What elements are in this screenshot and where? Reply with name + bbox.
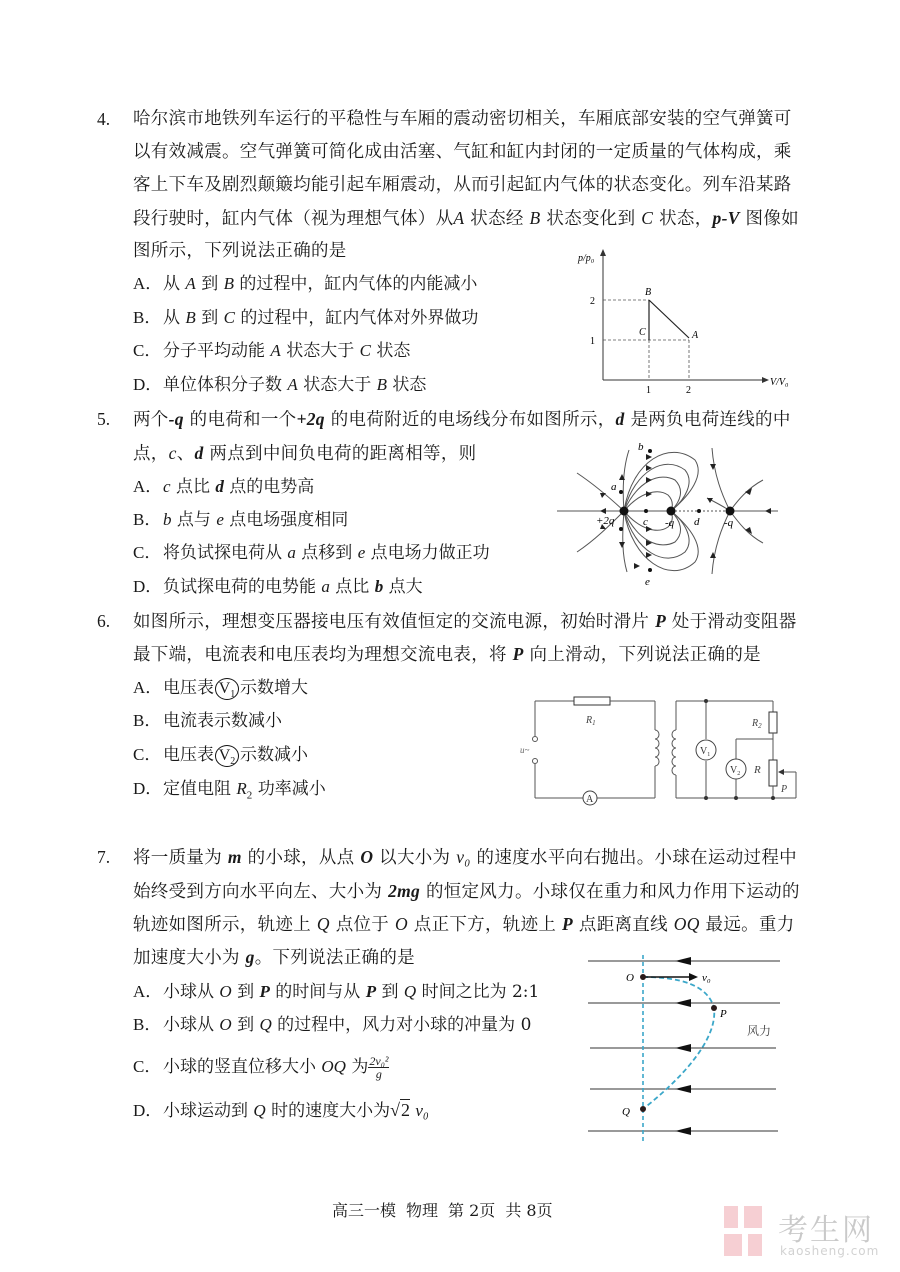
- arrow: [765, 508, 771, 514]
- charge-minus-q-middle: [667, 507, 676, 516]
- wind-arrow-2: [675, 999, 691, 1007]
- label-e: e: [645, 576, 650, 588]
- point-b-dot: [648, 449, 652, 453]
- arrow: [619, 542, 625, 548]
- q6-number: 6.: [97, 611, 111, 631]
- q7-number: 7.: [97, 847, 111, 867]
- footer-page: 第 2页: [448, 1201, 496, 1220]
- label-v2: $V_2$: [730, 765, 741, 777]
- q7-stem-line-3: 轨迹如图所示，轨迹上 Q 点位于 O 点正下方，轨迹上 P 点距离直线 OQ 最远。重力: [133, 914, 795, 935]
- label-c: c: [643, 516, 648, 528]
- label-d: d: [694, 516, 700, 528]
- point-b-label: B: [645, 287, 652, 298]
- y-axis-label: p/p₀: [578, 253, 595, 264]
- q6-option-c[interactable]: C．电压表 $V_2$ 示数减小: [133, 745, 308, 767]
- q5-field-diagram: [540, 440, 800, 590]
- label-b: b: [638, 441, 644, 453]
- arrow: [646, 491, 652, 497]
- q7-stem-line-1: 将一质量为 m 的小球，从点 O 以大小为 v₀ 的速度水平向右抛出。小球在运动过程中: [133, 847, 797, 868]
- primary-coil: [655, 730, 659, 766]
- page-footer: [332, 1198, 563, 1221]
- field-line-r-lr: [730, 511, 763, 543]
- q6-stem-line-1: 如图所示，理想变压器接电压有效值恒定的交流电源，初始时滑片 P 处于滑动变阻器: [133, 611, 797, 632]
- point-c-dot: [644, 509, 648, 513]
- x-axis-arrow: [762, 377, 769, 383]
- junction: [771, 796, 775, 800]
- q4-pv-graph: [560, 245, 800, 395]
- label-wind: 风力: [747, 1024, 772, 1038]
- label-source: u~: [520, 745, 530, 755]
- arrow: [634, 563, 640, 569]
- sqrt-icon: √2: [390, 1100, 410, 1120]
- wind-arrow-3: [675, 1044, 691, 1052]
- q4-stem-line-1: 哈尔滨市地铁列车运行的平稳性与车厢的震动密切相关，车厢底部安装的空气弹簧可: [133, 109, 792, 129]
- q5-option-d[interactable]: D．负试探电荷的电势能 a 点比 b 点大: [133, 577, 423, 597]
- watermark-url: kaosheng.com: [780, 1244, 880, 1258]
- q5-stem-line-2: 点，c、d 两点到中间负电荷的距离相等，则: [133, 443, 477, 464]
- label-p: P: [781, 784, 788, 795]
- slider-p-arrow: [778, 769, 784, 775]
- junction: [704, 796, 708, 800]
- label-a: a: [611, 481, 617, 493]
- q7-stem-line-4: 加速度大小为 g。下列说法正确的是: [133, 947, 415, 968]
- label-r2: $R_2$: [752, 718, 762, 730]
- watermark-logo-icon: [722, 1206, 772, 1262]
- fraction-2v0sq-over-g: $\frac{\text{2v₀²}}{g}$: [369, 1054, 389, 1081]
- q4-stem-line-4: 段行驶时，缸内气体（视为理想气体）从A 状态经 B 状态变化到 C 状态，p-V 图像如: [133, 208, 799, 229]
- field-line-ul: [577, 473, 624, 511]
- field-loop-1: [624, 452, 698, 511]
- q4-number: 4.: [97, 109, 111, 129]
- wind-arrow-5: [675, 1127, 691, 1135]
- watermark-name: 考生网: [778, 1213, 874, 1248]
- terminal: [533, 759, 538, 764]
- q5-number: 5.: [97, 409, 111, 429]
- q6-option-d[interactable]: D．定值电阻 $R_2$ 功率减小: [133, 779, 326, 802]
- label-v0: v₀: [702, 972, 711, 984]
- q4-option-c[interactable]: C．分子平均动能 A 状态大于 C 状态: [133, 341, 411, 361]
- q4-stem-line-5: 图所示，下列说法正确的是: [133, 241, 347, 261]
- label-p: P: [720, 1008, 727, 1020]
- charge-label-minus-q-1: -q: [665, 517, 675, 529]
- q6-option-a[interactable]: A．电压表 $V_1$ 示数增大: [133, 678, 308, 700]
- q7-option-a[interactable]: A．小球从 O 到 P 的时间与从 P 到 Q 时间之比为 2:1: [133, 982, 540, 1002]
- footer-exam: 高三一模: [332, 1201, 397, 1220]
- y-tick-2: 2: [590, 296, 595, 307]
- arrow: [646, 477, 652, 483]
- junction: [734, 796, 738, 800]
- point-a-dot: [619, 490, 623, 494]
- q7-trajectory-diagram: [580, 940, 800, 1170]
- x-axis-label: V/V₀: [770, 377, 789, 388]
- q4-option-b[interactable]: B．从 B 到 C 的过程中，缸内气体对外界做功: [133, 308, 479, 328]
- q7-option-c[interactable]: C．小球的竖直位移大小 OQ 为 $\frac{\text{2v₀²}}{g}$: [133, 1054, 389, 1081]
- label-o: O: [626, 972, 634, 984]
- arrow: [600, 493, 606, 498]
- q5-option-a[interactable]: A．c 点比 d 点的电势高: [133, 477, 315, 497]
- q6-option-b[interactable]: B．电流表示数减小: [133, 711, 282, 731]
- charge-label-minus-q-2: -q: [724, 517, 734, 529]
- label-r: R: [754, 764, 761, 776]
- q5-option-c[interactable]: C．将负试探电荷从 a 点移到 e 点电场力做正功: [133, 543, 490, 563]
- footer-subject: 物理: [406, 1201, 439, 1220]
- point-below-dot: [619, 527, 623, 531]
- footer-total: 共 8页: [505, 1201, 553, 1220]
- q4-stem-line-2: 以有效减震。空气弹簧可简化成由活塞、气缸和缸内封闭的一定质量的气体构成，乘: [133, 142, 792, 162]
- label-r1: $R_1$: [586, 715, 596, 727]
- q7-option-b[interactable]: B．小球从 O 到 Q 的过程中，风力对小球的冲量为 0: [133, 1015, 532, 1035]
- field-line-r-ur: [730, 480, 763, 511]
- q5-option-b[interactable]: B．b 点与 e 点电场强度相同: [133, 510, 349, 530]
- terminal: [533, 737, 538, 742]
- point-q: [640, 1106, 646, 1112]
- arrow: [646, 454, 652, 460]
- charge-label-plus-2q: +2q: [596, 515, 615, 527]
- secondary-coil: [672, 730, 676, 775]
- q5-stem-line-1: 两个-q 的电荷和一个+2q 的电荷附近的电场线分布如图所示，d 是两负电荷连线的中: [133, 409, 791, 430]
- arrow: [600, 508, 606, 514]
- voltmeter-v1-icon: $V_1$: [215, 678, 239, 700]
- x-tick-2: 2: [686, 385, 691, 396]
- point-a-label: A: [692, 330, 699, 341]
- label-ammeter: A: [586, 794, 594, 805]
- wind-arrow-1: [675, 957, 691, 965]
- label-v1: $V_1$: [700, 746, 711, 758]
- junction: [704, 699, 708, 703]
- x-tick-1: 1: [646, 385, 651, 396]
- y-tick-1: 1: [590, 336, 595, 347]
- q6-stem-line-2: 最下端，电流表和电压表均为理想交流电表，将 P 向上滑动，下列说法正确的是: [133, 644, 761, 665]
- point-d-dot: [697, 509, 701, 513]
- point-p: [711, 1005, 717, 1011]
- arrow: [745, 488, 752, 495]
- q7-stem-line-2: 始终受到方向水平向左、大小为 2mg 的恒定风力。小球仅在重力和风力作用下运动的: [133, 881, 800, 902]
- q4-option-a[interactable]: A．从 A 到 B 的过程中，缸内气体的内能减小: [133, 274, 478, 294]
- wind-arrow-4: [675, 1085, 691, 1093]
- rheostat-r: [769, 760, 777, 786]
- voltmeter-v2-icon: $V_2$: [215, 745, 239, 767]
- q6-circuit-diagram: [500, 680, 810, 810]
- charge-plus-2q: [620, 507, 629, 516]
- process-a-to-b: [649, 300, 689, 338]
- field-loop-5: [624, 511, 698, 571]
- y-axis-arrow: [600, 249, 606, 256]
- point-o: [640, 974, 646, 980]
- resistor-r2: [769, 712, 777, 733]
- charge-minus-q-right: [726, 507, 735, 516]
- point-c-label: C: [639, 327, 646, 338]
- q7-option-d[interactable]: D．小球运动到 Q 时的速度大小为√2 v₀: [133, 1100, 429, 1121]
- label-q: Q: [622, 1106, 630, 1118]
- q4-option-d[interactable]: D．单位体积分子数 A 状态大于 B 状态: [133, 375, 427, 395]
- velocity-arrowhead: [689, 973, 698, 981]
- q4-stem-line-3: 客上下车及剧烈颠簸均能引起车厢震动，从而引起缸内气体的状态变化。列车沿某路: [133, 175, 792, 195]
- resistor-r1: [574, 697, 610, 705]
- point-e-dot: [648, 568, 652, 572]
